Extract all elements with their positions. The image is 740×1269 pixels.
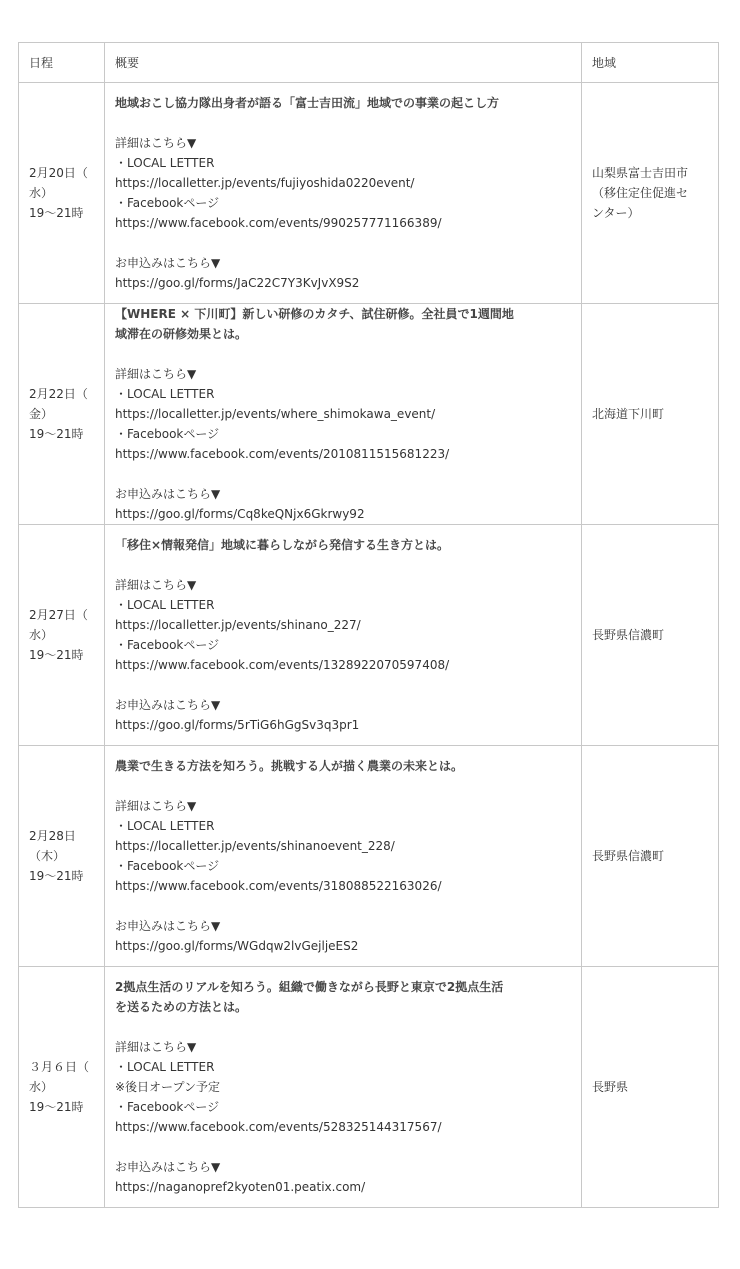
- event-date: ３月６日（ 水） 19〜21時: [19, 967, 105, 1208]
- facebook-event-link[interactable]: https://www.facebook.com/events/528325144317567/: [115, 1120, 442, 1134]
- local-letter-link[interactable]: https://localletter.jp/events/shinano_227/: [115, 618, 361, 632]
- event-title-line: 【WHERE × 下川町】新しい研修のカタチ、試住研修。全社員で1週間地: [115, 307, 514, 321]
- table-header-row: [19, 43, 719, 83]
- event-title: [115, 304, 571, 344]
- event-title-line: 域滞在の研修効果とは。: [115, 327, 248, 341]
- local-letter-link[interactable]: https://localletter.jp/events/shinanoevent_228/: [115, 839, 395, 853]
- facebook-event-link[interactable]: https://www.facebook.com/events/1328922070597408/: [115, 658, 450, 672]
- header-summary: 概要: [105, 43, 582, 83]
- facebook-page-label: ・Facebookページ: [115, 638, 220, 652]
- event-summary: [105, 967, 582, 1208]
- facebook-event-link[interactable]: https://www.facebook.com/events/990257771166389/: [115, 216, 442, 230]
- coming-soon-note: ※後日オープン予定: [115, 1080, 220, 1094]
- apply-label: お申込みはこちら▼: [115, 698, 221, 712]
- details-label: 詳細はこちら▼: [115, 367, 197, 381]
- spacer: [115, 555, 571, 575]
- header-date: 日程: [19, 43, 105, 83]
- facebook-page-label: ・Facebookページ: [115, 196, 220, 210]
- apply-form-link[interactable]: https://naganopref2kyoten01.peatix.com/: [115, 1180, 366, 1194]
- spacer: [115, 344, 571, 364]
- local-letter-label: ・LOCAL LETTER: [115, 156, 215, 170]
- apply-form-link[interactable]: https://goo.gl/forms/JaC22C7Y3KvJvX9S2: [115, 276, 360, 290]
- details-label: 詳細はこちら▼: [115, 799, 197, 813]
- local-letter-label: ・LOCAL LETTER: [115, 387, 215, 401]
- event-title-line: を送るための方法とは。: [115, 1000, 248, 1014]
- event-title: [115, 756, 571, 776]
- spacer: [115, 1137, 571, 1157]
- facebook-page-label: ・Facebookページ: [115, 427, 220, 441]
- event-region: 長野県信濃町: [582, 525, 719, 746]
- facebook-page-label: ・Facebookページ: [115, 859, 220, 873]
- apply-form-link[interactable]: https://goo.gl/forms/Cq8keQNjx6Gkrwy92: [115, 507, 365, 521]
- event-title-line: 2拠点生活のリアルを知ろう。組織で働きながら長野と東京で2拠点生活: [115, 980, 504, 994]
- details-label: 詳細はこちら▼: [115, 1040, 197, 1054]
- spacer: [115, 113, 571, 133]
- table-row: [19, 746, 719, 967]
- local-letter-label: ・LOCAL LETTER: [115, 598, 215, 612]
- event-title-line: 地域おこし協力隊出身者が語る「富士吉田流」地域での事業の起こし方: [115, 96, 500, 110]
- event-date: 2月27日（ 水） 19〜21時: [19, 525, 105, 746]
- local-letter-link[interactable]: https://localletter.jp/events/fujiyoshida0220event/: [115, 176, 415, 190]
- spacer: [115, 233, 571, 253]
- spacer: [115, 896, 571, 916]
- local-letter-link[interactable]: https://localletter.jp/events/where_shimokawa_event/: [115, 407, 436, 421]
- facebook-page-label: ・Facebookページ: [115, 1100, 220, 1114]
- event-date: 2月20日（ 水） 19〜21時: [19, 83, 105, 304]
- event-schedule-table: [18, 42, 719, 1208]
- event-summary: [105, 304, 582, 525]
- event-title-line: 農業で生きる方法を知ろう。挑戦する人が描く農業の未来とは。: [115, 759, 464, 773]
- event-title: [115, 535, 571, 555]
- apply-form-link[interactable]: https://goo.gl/forms/5rTiG6hGgSv3q3pr1: [115, 718, 360, 732]
- details-label: 詳細はこちら▼: [115, 578, 197, 592]
- event-schedule-container: [18, 42, 718, 1208]
- apply-label: お申込みはこちら▼: [115, 487, 221, 501]
- event-date: 2月22日（ 金） 19〜21時: [19, 304, 105, 525]
- apply-label: お申込みはこちら▼: [115, 919, 221, 933]
- table-row: [19, 525, 719, 746]
- event-summary: [105, 83, 582, 304]
- spacer: [115, 1017, 571, 1037]
- event-summary: [105, 746, 582, 967]
- table-row: [19, 967, 719, 1208]
- local-letter-label: ・LOCAL LETTER: [115, 1060, 215, 1074]
- apply-label: お申込みはこちら▼: [115, 256, 221, 270]
- facebook-event-link[interactable]: https://www.facebook.com/events/2010811515681223/: [115, 447, 450, 461]
- event-title: [115, 977, 571, 1017]
- spacer: [115, 464, 571, 484]
- event-region: 長野県: [582, 967, 719, 1208]
- local-letter-label: ・LOCAL LETTER: [115, 819, 215, 833]
- spacer: [115, 776, 571, 796]
- event-region: 山梨県富士吉田市 （移住定住促進セ ンター）: [582, 83, 719, 304]
- details-label: 詳細はこちら▼: [115, 136, 197, 150]
- table-row: [19, 83, 719, 304]
- event-summary: [105, 525, 582, 746]
- event-region: 北海道下川町: [582, 304, 719, 525]
- event-region: 長野県信濃町: [582, 746, 719, 967]
- event-title-line: 「移住×情報発信」地域に暮らしながら発信する生き方とは。: [115, 538, 450, 552]
- event-title: [115, 93, 571, 113]
- apply-form-link[interactable]: https://goo.gl/forms/WGdqw2lvGejljeES2: [115, 939, 359, 953]
- apply-label: お申込みはこちら▼: [115, 1160, 221, 1174]
- spacer: [115, 675, 571, 695]
- facebook-event-link[interactable]: https://www.facebook.com/events/318088522163026/: [115, 879, 442, 893]
- table-row: [19, 304, 719, 525]
- header-region: 地域: [582, 43, 719, 83]
- event-date: 2月28日 （木） 19〜21時: [19, 746, 105, 967]
